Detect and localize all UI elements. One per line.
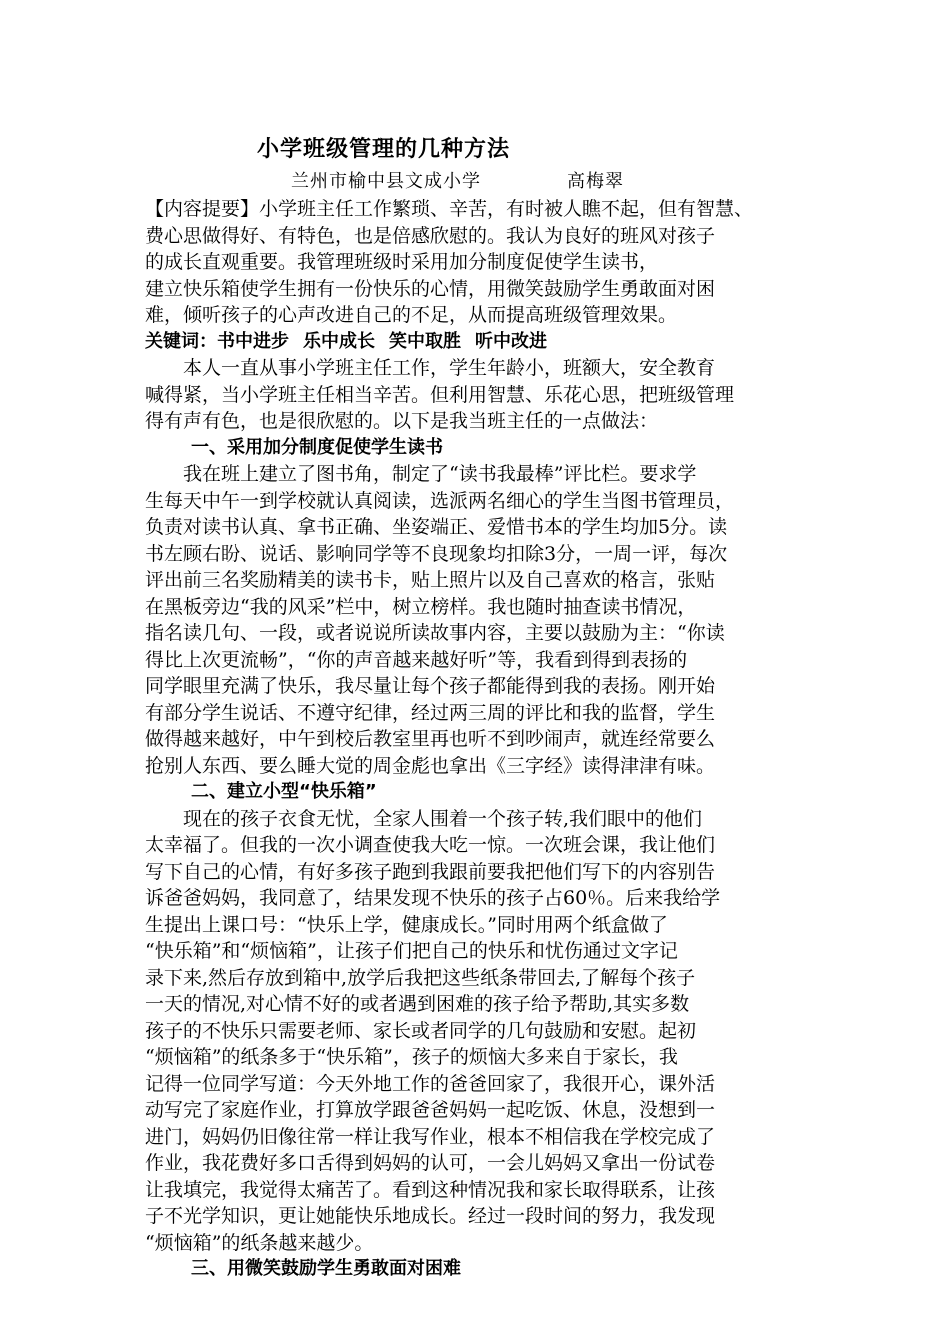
abstract xyxy=(145,196,815,329)
section-1-paragraph xyxy=(145,461,815,779)
section-heading-1: 一、采用加分制度促使学生读书 xyxy=(191,436,443,458)
section-1-line: 书左顾右盼、说话、影响同学等不良现象均扣除3分，一周一评，每次 xyxy=(145,542,728,565)
section-2-line: 让我填完，我觉得太痛苦了。看到这种情况我和家长取得联系，让孩 xyxy=(145,1178,716,1201)
intro-line: 本人一直从事小学班主任工作，学生年龄小，班额大，安全教育 xyxy=(183,357,716,379)
section-2-line: 孩子的不快乐只需要老师、家长或者同学的几句鼓励和安慰。起初 xyxy=(145,1019,697,1042)
abstract-line: 【内容提要】小学班主任工作繁琐、辛苦，有时被人瞧不起，但有智慧、 xyxy=(145,198,754,220)
section-2-line: 现在的孩子衣食无忧，全家人围着一个孩子转,我们眼中的他们 xyxy=(183,807,703,830)
section-2-line: 录下来,然后存放到箱中,放学后我把这些纸条带回去,了解每个孩子 xyxy=(145,966,696,989)
section-1-line: 有部分学生说话、不遵守纪律，经过两三周的评比和我的监督，学生 xyxy=(145,701,716,724)
intro-paragraph xyxy=(145,355,815,435)
section-2-line: 子不光学知识，更让她能快乐地成长。经过一段时间的努力，我发现 xyxy=(145,1205,716,1227)
section-2-line: “快乐箱”和“烦恼箱”，让孩子们把自己的快乐和忧伤通过文字记 xyxy=(145,940,678,962)
abstract-line: 难，倾听孩子的心声改进自己的不足，从而提高班级管理效果。 xyxy=(145,304,678,326)
section-2-line: 作业，我花费好多口舌得到妈妈的认可，一会儿妈妈又拿出一份试卷 xyxy=(145,1152,716,1174)
school-name: 兰州市榆中县文成小学 xyxy=(291,171,481,192)
keyword: 听中改进 xyxy=(475,330,547,352)
section-2-line: 记得一位同学写道：今天外地工作的爸爸回家了，我很开心，课外活 xyxy=(145,1072,716,1095)
keywords xyxy=(145,329,815,356)
section-1-line: 得比上次更流畅”，“你的声音越来越好听”等，我看到得到表扬的 xyxy=(145,648,688,671)
document-page xyxy=(145,132,815,1283)
section-2-line: 生提出上课口号：“快乐上学，健康成长。”同时用两个纸盒做了 xyxy=(145,913,668,936)
intro-line: 得有声有色，也是很欣慰的。以下是我当班主任的一点做法： xyxy=(145,410,659,432)
section-1-line: 负责对读书认真、拿书正确、坐姿端正、爱惜书本的学生均加5分。读 xyxy=(145,516,728,538)
section-heading-2: 二、建立小型“快乐箱” xyxy=(191,781,377,802)
section-heading-3: 三、用微笑鼓励学生勇敢面对困难 xyxy=(191,1258,461,1279)
section-1-line: 指名读几句、一段，或者说说所读故事内容，主要以鼓励为主：“你读 xyxy=(145,622,725,644)
section-2-line: “烦恼箱”的纸条多于“快乐箱”，孩子的烦恼大多来自于家长，我 xyxy=(145,1046,678,1068)
intro-line: 喊得紧，当小学班主任相当辛苦。但利用智慧、乐花心思，把班级管理 xyxy=(145,383,735,406)
section-1-line: 抢别人东西、要么睡大觉的周金彪也拿出《三字经》读得津津有味。 xyxy=(145,754,716,777)
section-1-line: 做得越来越好，中午到校后教室里再也听不到吵闹声，就连经常要么 xyxy=(145,728,716,750)
section-2-line: 写下自己的心情，有好多孩子跑到我跟前要我把他们写下的内容别告 xyxy=(145,860,716,883)
section-2-line: 进门，妈妈仍旧像往常一样让我写作业，根本不相信我在学校完成了 xyxy=(145,1125,716,1148)
section-2-line: “烦恼箱”的纸条越来越少。 xyxy=(145,1231,374,1254)
section-1-line: 评出前三名奖励精美的读书卡，贴上照片以及自己喜欢的格言，张贴 xyxy=(145,569,716,591)
keyword: 书中进步 xyxy=(217,330,289,352)
section-2-line: 一天的情况,对心情不好的或者遇到困难的孩子给予帮助,其实多数 xyxy=(145,993,690,1015)
section-1-line: 生每天中午一到学校就认真阅读，选派两名细心的学生当图书管理员， xyxy=(145,489,735,512)
abstract-line: 费心思做得好、有特色，也是倍感欣慰的。我认为良好的班风对孩子 xyxy=(145,224,716,247)
section-1-line: 在黑板旁边“我的风采”栏中，树立榜样。我也随时抽查读书情况， xyxy=(145,595,697,618)
keyword: 乐中成长 xyxy=(303,330,375,352)
keyword: 笑中取胜 xyxy=(389,330,461,352)
section-2-line: 诉爸爸妈妈，我同意了，结果发现不快乐的孩子占60％。后来我给学 xyxy=(145,887,721,909)
abstract-line: 的成长直观重要。我管理班级时采用加分制度促使学生读书， xyxy=(145,251,659,273)
section-1-line: 同学眼里充满了快乐，我尽量让每个孩子都能得到我的表扬。刚开始 xyxy=(145,675,716,697)
byline xyxy=(145,168,815,196)
abstract-line: 建立快乐箱使学生拥有一份快乐的心情，用微笑鼓励学生勇敢面对困 xyxy=(145,277,716,300)
section-1-line: 我在班上建立了图书角，制定了“读书我最棒”评比栏。要求学 xyxy=(183,463,697,485)
document-title: 小学班级管理的几种方法 xyxy=(257,137,511,162)
section-2-line: 太幸福了。但我的一次小调查使我大吃一惊。一次班会课，我让他们 xyxy=(145,834,716,856)
section-2-line: 动写完了家庭作业，打算放学跟爸爸妈妈一起吃饭、休息，没想到一 xyxy=(145,1099,716,1121)
author-name: 高梅翠 xyxy=(567,171,624,192)
keywords-label: 关键词： xyxy=(145,330,217,352)
section-2-paragraph xyxy=(145,806,815,1257)
